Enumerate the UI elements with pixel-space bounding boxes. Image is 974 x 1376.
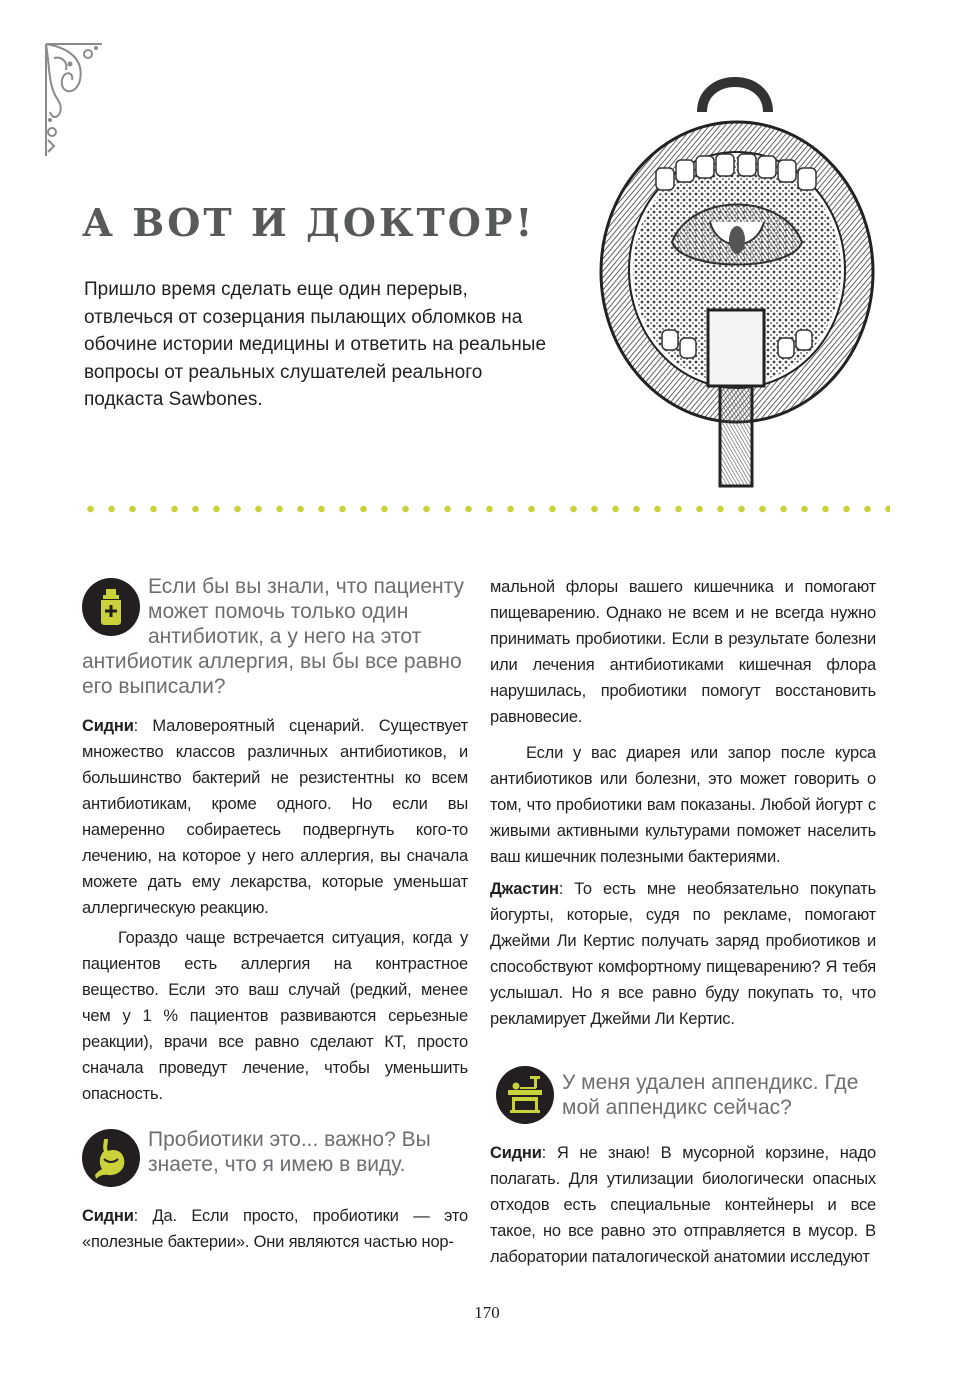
left-column [82,574,468,1255]
page-number: 170 [474,1303,500,1322]
dotted-divider [80,504,890,514]
answer-paragraph [490,574,876,730]
answer-text: : Да. Если просто, пробиотики — это «полезные бактерии». Они являются частью нор- [82,1207,468,1251]
intro-paragraph: Пришло время сделать еще один перерыв, отвлечься от созерцания пылающих обломков на обочине истории медицины и ответить на реальные вопросы от реальных слушателей реального подкаста Sawbones. [84,279,547,410]
medicine-bottle-icon [82,578,140,636]
answer-paragraph [82,925,468,1107]
answer-text: : То есть мне необязательно покупать йогурты, которые, судя по рекламе, помогают Джейми Ли Кертис получать заряд пробиотиков и способствуют комфортному пищеварению? Я тебя услышал. Но я все равно буду покупать то, что рекламирует Джейми Ли Кертис. [490,880,876,1028]
question-block [82,1127,468,1189]
answer-paragraph [82,1203,468,1255]
corner-ornament [40,40,104,160]
answer-text: мальной флоры вашего кишечника и помогают пищеварению. Однако не всем и не всегда нужно принимать пробиотики. Если в результате болезни или лечения антибиотиками кишечная флора нарушилась, пробиотики помогут восстановить равновесие. [490,578,876,726]
speaker-name: Сидни [82,1207,134,1225]
speaker-name: Сидни [490,1144,542,1162]
open-mouth-illustration [592,72,882,492]
answer-paragraph [490,740,876,870]
answer-text: Если у вас диарея или запор после курса антибиотиков или болезни, это может говорить о том, что пробиотики вам показаны. Любой йогурт с живыми активными культурами поможет населить ваш кишечник полезными бактериями. [490,744,876,866]
speaker-name: Джастин [490,880,559,898]
operating-table-icon [496,1066,554,1124]
answer-text: Гораздо чаще встречается ситуация, когда у пациентов есть аллергия на контрастное вещество. Если это ваш случай (редкий, менее чем у 1 % пациентов развиваются серьезные реакции), врачи все равно сделают КТ, просто сначала проведут лечение, чтобы уменьшить опасность. [82,929,468,1103]
question-text: У меня удален аппендикс. Где мой аппендикс сейчас? [562,1071,859,1119]
page-title: А ВОТ И ДОКТОР! [82,200,536,245]
answer-paragraph [490,876,876,1032]
question-block [82,574,468,699]
answer-paragraph [490,1140,876,1270]
answer-paragraph [82,713,468,921]
speaker-name: Сидни [82,717,134,735]
answer-text: : Я не знаю! В мусорной корзине, надо полагать. Для утилизации биологически опасных отходов есть специальные контейнеры и все такое, но все равно это отправляется в мусор. В лаборатории паталогической анатомии исследуют [490,1144,876,1266]
right-column [490,574,876,1270]
answer-text: : Маловероятный сценарий. Существует множество классов различных антибиотиков, и большинство бактерий не резистентны ко всем антибиотикам, кроме одного. Но если вы намеренно собираетесь подвергнуть кого-то лечению, на которое у него аллергия, вы сначала можете дать ему лекарства, которые уменьшат аллергическую реакцию. [82,717,468,917]
question-text: Если бы вы знали, что пациенту может помочь только один антибиотик, а у него на этот антибиотик аллергия, вы бы все равно его выписали? [82,575,464,698]
question-text: Пробиотики это... важно? Вы знаете, что я имею в виду. [148,1128,431,1176]
stomach-icon [82,1129,140,1187]
question-block [496,1062,876,1126]
